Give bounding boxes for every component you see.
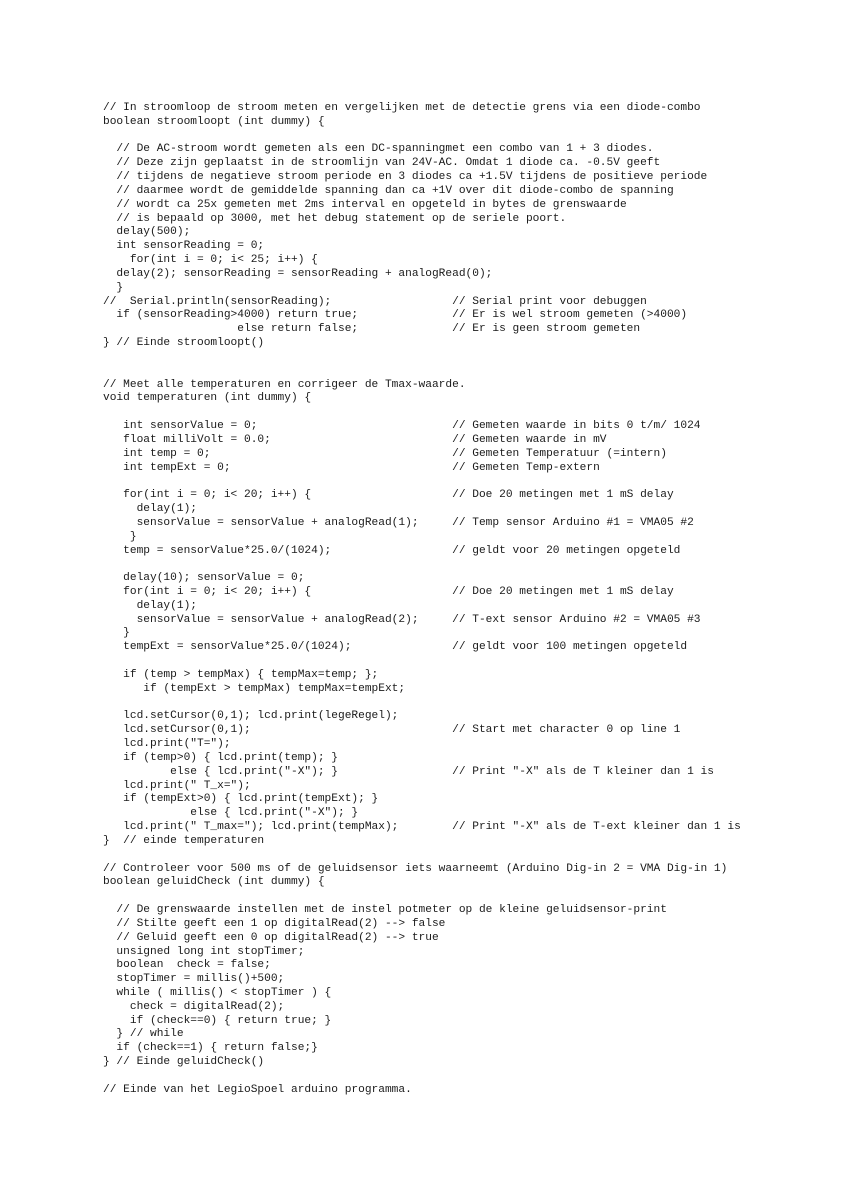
code-line: lcd.print(" T_max="); lcd.print(tempMax); // Print "-X" als de T-ext kleiner dan 1 is bbox=[103, 821, 741, 834]
code-line: // Meet alle temperaturen en corrigeer de Tmax-waarde. bbox=[103, 378, 466, 391]
code-listing bbox=[103, 102, 741, 1098]
code-line: float milliVolt = 0.0; // Gemeten waarde in mV bbox=[103, 433, 607, 446]
code-line: } // while bbox=[103, 1028, 184, 1041]
code-line: sensorValue = sensorValue + analogRead(2); // T-ext sensor Arduino #2 = VMA05 #3 bbox=[103, 613, 701, 626]
code-line bbox=[103, 890, 741, 904]
code-line: delay(1); bbox=[103, 503, 197, 516]
code-line: int sensorReading = 0; bbox=[103, 240, 265, 253]
code-line: if (tempExt > tempMax) tempMax=tempExt; bbox=[103, 682, 406, 695]
code-line: int sensorValue = 0; // Gemeten waarde in bits 0 t/m/ 1024 bbox=[103, 420, 701, 433]
code-line: // In stroomloop de stroom meten en vergelijken met de detectie grens via een diode-combo bbox=[103, 102, 701, 114]
code-line: // Controleer voor 500 ms of de geluidsensor iets waarneemt (Arduino Dig-in 2 = VMA Dig-in 1) bbox=[103, 862, 728, 875]
code-line: else { lcd.print("-X"); } bbox=[103, 807, 359, 820]
code-line: unsigned long int stopTimer; bbox=[103, 945, 305, 958]
code-line: if (tempExt>0) { lcd.print(tempExt); } bbox=[103, 793, 379, 806]
code-line bbox=[103, 365, 741, 379]
code-line: boolean check = false; bbox=[103, 959, 271, 972]
code-line: if (temp > tempMax) { tempMax=temp; }; bbox=[103, 668, 379, 681]
code-line bbox=[103, 1070, 741, 1084]
code-line: // tijdens de negatieve stroom periode en 3 diodes ca +1.5V tijdens de positieve periode bbox=[103, 171, 708, 184]
code-line: delay(1); bbox=[103, 599, 197, 612]
code-line bbox=[103, 697, 741, 711]
code-line: for(int i = 0; i< 20; i++) { // Doe 20 metingen met 1 mS delay bbox=[103, 489, 674, 502]
code-line: else { lcd.print("-X"); } // Print "-X" als de T kleiner dan 1 is bbox=[103, 765, 714, 778]
code-line: delay(10); sensorValue = 0; bbox=[103, 572, 305, 585]
code-line bbox=[103, 558, 741, 572]
code-line: void temperaturen (int dummy) { bbox=[103, 392, 312, 405]
code-line: if (check==0) { return true; } bbox=[103, 1014, 332, 1027]
code-line: // Deze zijn geplaatst in de stroomlijn van 24V-AC. Omdat 1 diode ca. -0.5V geeft bbox=[103, 157, 661, 170]
code-line: check = digitalRead(2); bbox=[103, 1000, 285, 1013]
code-line: if (temp>0) { lcd.print(temp); } bbox=[103, 751, 338, 764]
code-line: int tempExt = 0; // Gemeten Temp-extern bbox=[103, 461, 600, 474]
code-line: else return false; // Er is geen stroom gemeten bbox=[103, 323, 641, 336]
code-line: // Stilte geeft een 1 op digitalRead(2) --> false bbox=[103, 917, 446, 930]
code-line bbox=[103, 130, 741, 144]
code-line: boolean geluidCheck (int dummy) { bbox=[103, 876, 325, 889]
code-line: lcd.print("T="); bbox=[103, 738, 231, 751]
code-line: temp = sensorValue*25.0/(1024); // geldt voor 20 metingen opgeteld bbox=[103, 544, 681, 557]
code-line: if (sensorReading>4000) return true; // Er is wel stroom gemeten (>4000) bbox=[103, 309, 688, 322]
code-line bbox=[103, 351, 741, 365]
code-line: // De AC-stroom wordt gemeten als een DC-spanningmet een combo van 1 + 3 diodes. bbox=[103, 143, 654, 156]
code-line: } bbox=[103, 530, 137, 543]
code-line: // Geluid geeft een 0 op digitalRead(2) --> true bbox=[103, 931, 439, 944]
code-line: lcd.setCursor(0,1); lcd.print(legeRegel); bbox=[103, 710, 399, 723]
code-line: // Serial.println(sensorReading); // Serial print voor debuggen bbox=[103, 295, 647, 308]
code-line bbox=[103, 406, 741, 420]
code-line: stopTimer = millis()+500; bbox=[103, 973, 285, 986]
code-line: } // einde temperaturen bbox=[103, 834, 265, 847]
code-line bbox=[103, 655, 741, 669]
code-line: } // Einde geluidCheck() bbox=[103, 1056, 265, 1069]
code-line: // is bepaald op 3000, met het debug statement op de seriele poort. bbox=[103, 212, 567, 225]
code-line: } // Einde stroomloopt() bbox=[103, 337, 265, 350]
code-line: while ( millis() < stopTimer ) { bbox=[103, 987, 332, 999]
code-line: tempExt = sensorValue*25.0/(1024); // geldt voor 100 metingen opgeteld bbox=[103, 641, 688, 654]
code-line: for(int i = 0; i< 20; i++) { // Doe 20 metingen met 1 mS delay bbox=[103, 585, 674, 598]
code-line: if (check==1) { return false;} bbox=[103, 1042, 318, 1055]
code-line: int temp = 0; // Gemeten Temperatuur (=intern) bbox=[103, 447, 667, 460]
code-line: lcd.setCursor(0,1); // Start met character 0 op line 1 bbox=[103, 724, 681, 737]
code-line: delay(500); bbox=[103, 226, 191, 239]
code-line bbox=[103, 849, 741, 863]
code-line: for(int i = 0; i< 25; i++) { bbox=[103, 254, 318, 267]
code-line: // Einde van het LegioSpoel arduino programma. bbox=[103, 1083, 412, 1096]
code-line: } bbox=[103, 281, 124, 294]
code-line bbox=[103, 475, 741, 489]
code-line: delay(2); sensorReading = sensorReading + analogRead(0); bbox=[103, 267, 493, 280]
code-line: // wordt ca 25x gemeten met 2ms interval en opgeteld in bytes de grenswaarde bbox=[103, 198, 627, 211]
code-line: // De grenswaarde instellen met de instel potmeter op de kleine geluidsensor-print bbox=[103, 904, 667, 917]
code-line: boolean stroomloopt (int dummy) { bbox=[103, 115, 325, 128]
code-line: sensorValue = sensorValue + analogRead(1); // Temp sensor Arduino #1 = VMA05 #2 bbox=[103, 516, 694, 529]
code-line: // daarmee wordt de gemiddelde spanning dan ca +1V over dit diode-combo de spanning bbox=[103, 184, 674, 197]
code-line: lcd.print(" T_x="); bbox=[103, 779, 251, 792]
code-line: } bbox=[103, 627, 130, 640]
